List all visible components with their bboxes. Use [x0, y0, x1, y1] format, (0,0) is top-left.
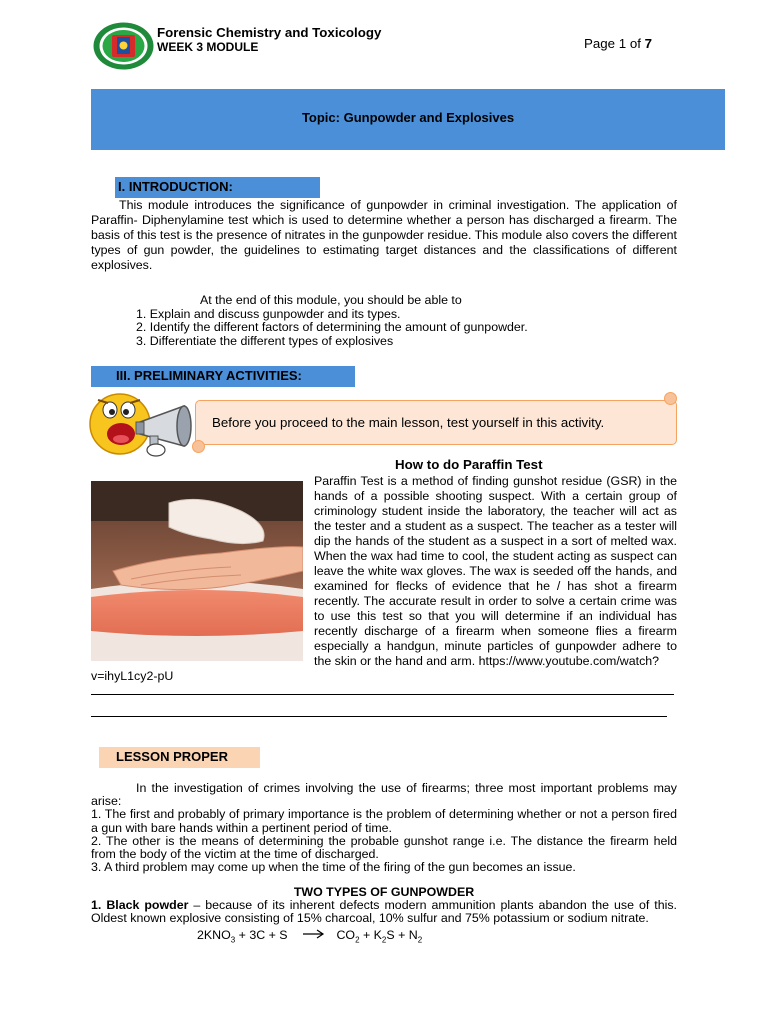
answer-line [91, 716, 667, 717]
equation-subscript: 2 [355, 935, 360, 945]
equation-term: S + N [386, 928, 418, 942]
paraffin-test-photo [91, 481, 303, 661]
lesson-heading: LESSON PROPER [99, 747, 260, 768]
equation-term: CO [336, 928, 356, 942]
lesson-paragraph [91, 782, 677, 874]
lesson-intro: In the investigation of crimes involving the use of firearms; three most important problems may arise: [91, 781, 677, 809]
activity-paragraph: Paraffin Test is a method of finding gunshot residue (GSR) in the hands of a possible shooting suspect. With a certain group of criminology student inside the laboratory, the teacher will act as the tester and a student as a suspect. The teacher as a tester will dip the hands of the student as a suspect in a sort of melted wax. When the wax had time to cool, the student acting as suspect can leave the white wax gloves. The wax is seeded off the hands, and examined for flecks of evidence that he / has shot a firearm recently. The accurate result in order to solve a certain crime was to use this test so that you will determine if an individual has recently discharge of a firearm when someone flies a firearm especially a handgun, minute particles of gunpowder adhere to the skin or the hand and arm. https://www.youtube.com/watch? [314, 474, 677, 668]
two-types-heading: TWO TYPES OF GUNPOWDER [293, 885, 475, 899]
objective-item: 2. Identify the different factors of determining the amount of gunpowder. [136, 320, 528, 335]
topic-banner [91, 89, 725, 150]
answer-line [91, 694, 674, 695]
lesson-point: 3. A third problem may come up when the time of the firing of the gun becomes an issue. [91, 860, 576, 875]
objective-item: 1. Explain and discuss gunpowder and its types. [136, 307, 401, 321]
chemical-equation [197, 928, 422, 944]
school-logo [93, 22, 154, 70]
callout-banner [195, 400, 677, 445]
module-week: WEEK 3 MODULE [157, 40, 259, 54]
objective-item: 3. Differentiate the different types of explosives [136, 333, 394, 348]
scroll-curl-decoration [664, 392, 677, 405]
lesson-point: 1. The first and probably of primary importance is the problem of determining whether or not a person fired a gun with bare hands within a pertinent period of time. [91, 807, 677, 835]
equation-term: + 3C + S [235, 928, 288, 942]
reaction-arrow-icon [303, 928, 325, 942]
page-label: Page 1 of [584, 36, 645, 51]
activity-title: How to do Paraffin Test [395, 457, 543, 472]
preliminary-heading: III. PRELIMINARY ACTIVITIES: [91, 366, 355, 387]
megaphone-emoji-icon [84, 390, 216, 462]
black-powder-label: 1. Black powder [91, 898, 189, 912]
introduction-paragraph: This module introduces the significance of gunpowder in criminal investigation. The application of Paraffin- Diphenylamine test which is used to determine whether a person has discharged a firearm. The basis of this test is the presence of nitrates in the gunpowder residue. This module also covers the different types of gun powder, the guidelines to estimating target distances and the classifications of different explosives. [91, 198, 677, 272]
page-indicator [584, 36, 652, 51]
equation-subscript: 2 [417, 935, 423, 945]
page-total: 7 [644, 36, 653, 51]
equation-term: 2KNO [197, 928, 231, 942]
video-link-tail[interactable]: v=ihyL1cy2-pU [91, 669, 174, 683]
equation-subscript: 3 [230, 935, 236, 945]
objectives-list [136, 308, 528, 348]
equation-term: + K [359, 928, 382, 942]
topic-title: Topic: Gunpowder and Explosives [301, 110, 515, 125]
black-powder-text: – because of its inherent defects modern ammunition plants abandon the use of this. Oldest known explosive consisting of 15% charcoal, 10% sulfur and 75% potassium or sodium nitrate. [91, 898, 677, 926]
equation-subscript: 2 [381, 935, 387, 945]
black-powder-paragraph [91, 899, 677, 926]
objectives-lead: At the end of this module, you should be able to [200, 293, 462, 307]
callout-text: Before you proceed to the main lesson, test yourself in this activity. [212, 415, 605, 430]
introduction-heading: I. INTRODUCTION: [115, 177, 320, 198]
course-title: Forensic Chemistry and Toxicology [157, 25, 382, 40]
lesson-point: 2. The other is the means of determining the probable gunshot range i.e. The distance the firearm held from the body of the victim at the time of discharged. [91, 833, 677, 862]
